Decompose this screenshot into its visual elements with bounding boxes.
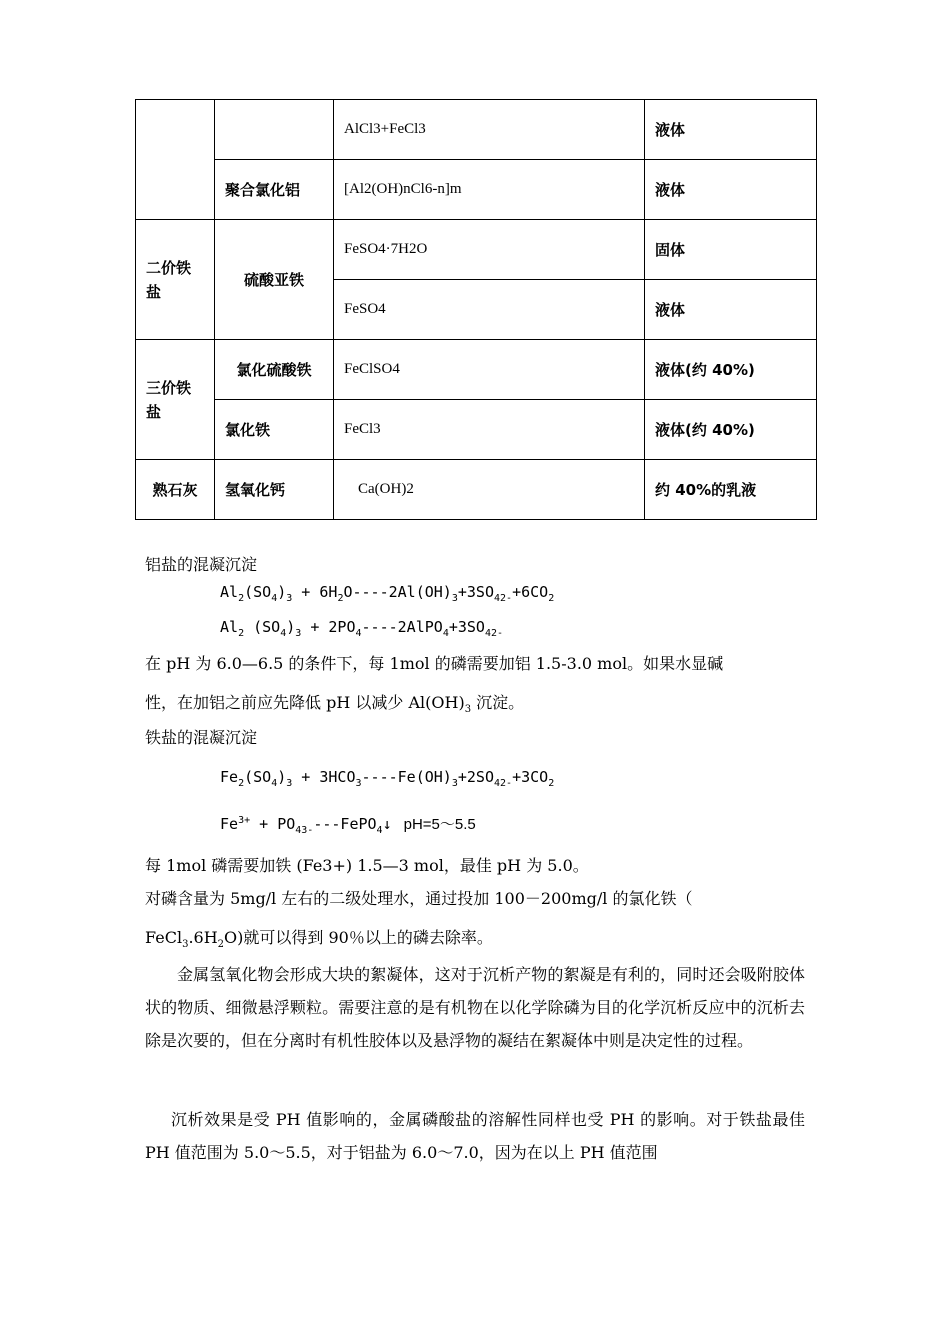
table-cell-name: 氯化硫酸铁	[215, 340, 334, 400]
table-cell-formula: FeSO4·7H2O	[334, 220, 645, 280]
table-cell-formula: AlCl3+FeCl3	[334, 100, 645, 160]
table-row	[136, 220, 817, 280]
table-row	[136, 400, 817, 460]
table-row	[136, 100, 817, 160]
table-cell-state: 固体	[645, 220, 817, 280]
table-cell-category: 三价铁盐	[136, 340, 215, 460]
table-row	[136, 160, 817, 220]
table-cell-name: 硫酸亚铁	[215, 220, 334, 340]
coagulant-table	[135, 99, 817, 520]
fe-equation-2: $Fe^{3+}$ + $PO_{43-}---FePO_4↓$ pH=5～5.5	[220, 815, 476, 836]
fe-text-line-3: $FeCl_3.6H_2O$)就可以得到 90％以上的磷去除率。	[145, 928, 493, 950]
table-cell-formula: Ca(OH)2	[334, 460, 645, 520]
table-cell-name	[215, 100, 334, 160]
table-cell-formula: FeClSO4	[334, 340, 645, 400]
table-cell-state: 液体	[645, 160, 817, 220]
table-cell-name: 氯化铁	[215, 400, 334, 460]
table-cell-formula: FeSO4	[334, 280, 645, 340]
table-cell-formula: FeCl3	[334, 400, 645, 460]
table-cell-state: 液体	[645, 280, 817, 340]
table-cell-state: 液体(约 40%)	[645, 400, 817, 460]
table-cell-name: 氢氧化钙	[215, 460, 334, 520]
table-row	[136, 340, 817, 400]
fe-text-line-2: 对磷含量为 5mg/l 左右的二级处理水，通过投加 100－200mg/l 的氯化铁（	[145, 889, 693, 908]
al-equation-2: $Al_2$ $(SO_4)_3$ + $2PO_4----2AlPO_4+3SO_{42-}$	[220, 618, 504, 639]
al-text-line-1: 在 pH 为 6.0—6.5 的条件下，每 1mol 的磷需要加铝 1.5-3.0 mol。如果水显碱	[145, 654, 724, 673]
table-row	[136, 460, 817, 520]
paragraph-ph-effect: 沉析效果是受 PH 值影响的，金属磷酸盐的溶解性同样也受 PH 的影响。对于铁盐最佳 PH 值范围为 5.0～5.5，对于铝盐为 6.0～7.0，因为在以上 PH 值范围	[145, 1110, 805, 1162]
al-equation-1: $Al_2(SO_4)_3 + 6H_2O----2Al(OH)_3+3SO_{42-}+6CO_2$	[220, 583, 555, 604]
al-text-line-2: 性，在加铝之前应先降低 pH 以减少 $Al(OH)_3$ 沉淀。	[145, 693, 525, 715]
table-cell-state: 液体(约 40%)	[645, 340, 817, 400]
fe-text-line-1: 每 1mol 磷需要加铁 (Fe3+) 1.5—3 mol，最佳 pH 为 5.0。	[145, 856, 589, 875]
table-cell-state: 液体	[645, 100, 817, 160]
table-cell-category: 熟石灰	[136, 460, 215, 520]
paragraph-flocculation: 金属氢氧化物会形成大块的絮凝体，这对于沉析产物的絮凝是有利的，同时还会吸附胶体状的物质、细微悬浮颗粒。需要注意的是有机物在以化学除磷为目的化学沉析反应中的沉析去除是次要的，但在分离时有机性胶体以及悬浮物的凝结在絮凝体中则是决定性的过程。	[145, 965, 805, 1050]
table-cell-category	[136, 100, 215, 220]
table-cell-category: 二价铁盐	[136, 220, 215, 340]
al-heading: 铝盐的混凝沉淀	[145, 555, 258, 574]
table-cell-formula: [Al2(OH)nCl6-n]m	[334, 160, 645, 220]
table-cell-name: 聚合氯化铝	[215, 160, 334, 220]
fe-heading: 铁盐的混凝沉淀	[145, 728, 258, 747]
fe-equation-1: $Fe_2(SO_4)_3 + 3HCO_3----Fe(OH)_3+2SO_{42-}+3CO_2$	[220, 768, 555, 789]
table-cell-state: 约 40%的乳液	[645, 460, 817, 520]
